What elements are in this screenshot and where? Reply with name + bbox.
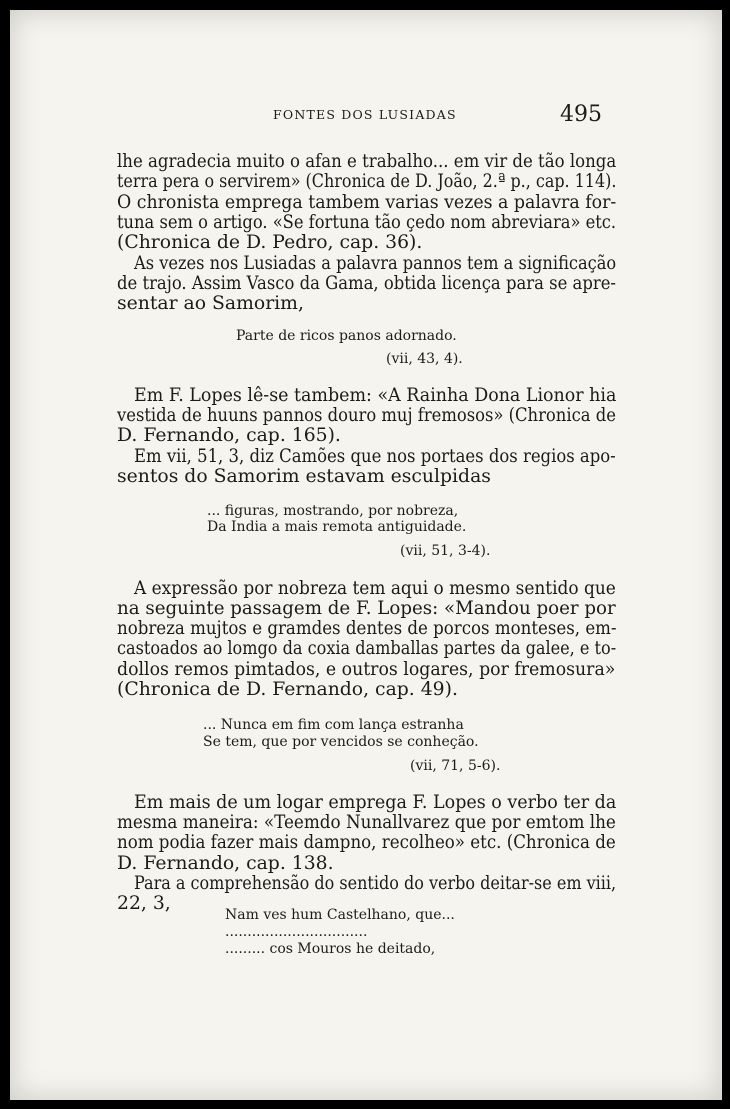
text-line: (Chronica de D. Pedro, cap. 36). bbox=[117, 232, 423, 253]
text-line: A expressão por nobreza tem aqui o mesmo sentido que bbox=[134, 578, 616, 599]
verse-line: ... figuras, mostrando, por nobreza, bbox=[207, 503, 459, 519]
text-line: mesma maneira: «Teemdo Nunallvarez que por emtom lhe bbox=[117, 812, 616, 833]
text-line: D. Fernando, cap. 165). bbox=[117, 425, 341, 446]
text-line: Em F. Lopes lê-se tambem: «A Rainha Dona Lionor hia bbox=[134, 385, 617, 406]
text-line: vestida de huuns pannos douro muj fremosos» (Chronica de bbox=[117, 405, 616, 426]
verse-line: Da India a mais remota antiguidade. bbox=[207, 519, 467, 535]
text-line: terra pera o servirem» (Chronica de D. João, 2.ª p., cap. 114). bbox=[117, 171, 617, 192]
verse-line: Se tem, que por vencidos se conheção. bbox=[203, 734, 479, 750]
verse-line: ................................ bbox=[225, 924, 368, 940]
text-line: As vezes nos Lusiadas a palavra pannos tem a significação bbox=[134, 253, 617, 274]
text-line: castoados ao lomgo da coxia damballas partes da galee, e to- bbox=[117, 638, 617, 659]
running-title: FONTES DOS LUSIADAS bbox=[273, 107, 457, 122]
text-line: nom podia fazer mais dampno, recolheo» etc. (Chronica de bbox=[117, 832, 616, 853]
text-line: 22, 3, bbox=[117, 893, 171, 914]
text-line: sentar ao Samorim, bbox=[117, 293, 304, 314]
verse-reference: (vii, 43, 4). bbox=[386, 351, 463, 367]
text-line: Em mais de um logar emprega F. Lopes o verbo ter da bbox=[134, 792, 617, 813]
text-line: tuna sem o artigo. «Se fortuna tão çedo nom abreviara» etc. bbox=[117, 212, 617, 233]
text-line: Em vii, 51, 3, diz Camões que nos portaes dos regios apo- bbox=[134, 446, 616, 467]
text-line: sentos do Samorim estavam esculpidas bbox=[117, 466, 491, 487]
verse-line: Parte de ricos panos adornado. bbox=[236, 328, 457, 344]
verse-reference: (vii, 51, 3-4). bbox=[400, 543, 491, 559]
text-line: nobreza mujtos e gramdes dentes de porcos monteses, em- bbox=[117, 618, 617, 639]
text-line: de trajo. Assim Vasco da Gama, obtida licença para se apre- bbox=[117, 273, 616, 294]
text-line: O chronista emprega tambem varias vezes a palavra for- bbox=[117, 192, 617, 213]
text-line: dollos remos pimtados, e outros logares, por fremosura» bbox=[117, 659, 616, 680]
book-page bbox=[10, 10, 722, 1100]
text-line: D. Fernando, cap. 138. bbox=[117, 853, 334, 874]
text-line: lhe agradecia muito o afan e trabalho... em vir de tão longa bbox=[117, 151, 617, 172]
text-line: (Chronica de D. Fernando, cap. 49). bbox=[117, 679, 458, 700]
verse-reference: (vii, 71, 5-6). bbox=[410, 758, 501, 774]
page-number: 495 bbox=[560, 102, 602, 127]
text-line: na seguinte passagem de F. Lopes: «Mandou poer por bbox=[117, 598, 616, 619]
text-line: Para a comprehensão do sentido do verbo deitar-se em viii, bbox=[134, 873, 617, 894]
verse-line: ... Nunca em fim com lança estranha bbox=[203, 717, 464, 733]
verse-line: ......... cos Mouros he deitado, bbox=[225, 941, 436, 957]
verse-line: Nam ves hum Castelhano, que... bbox=[225, 907, 455, 923]
